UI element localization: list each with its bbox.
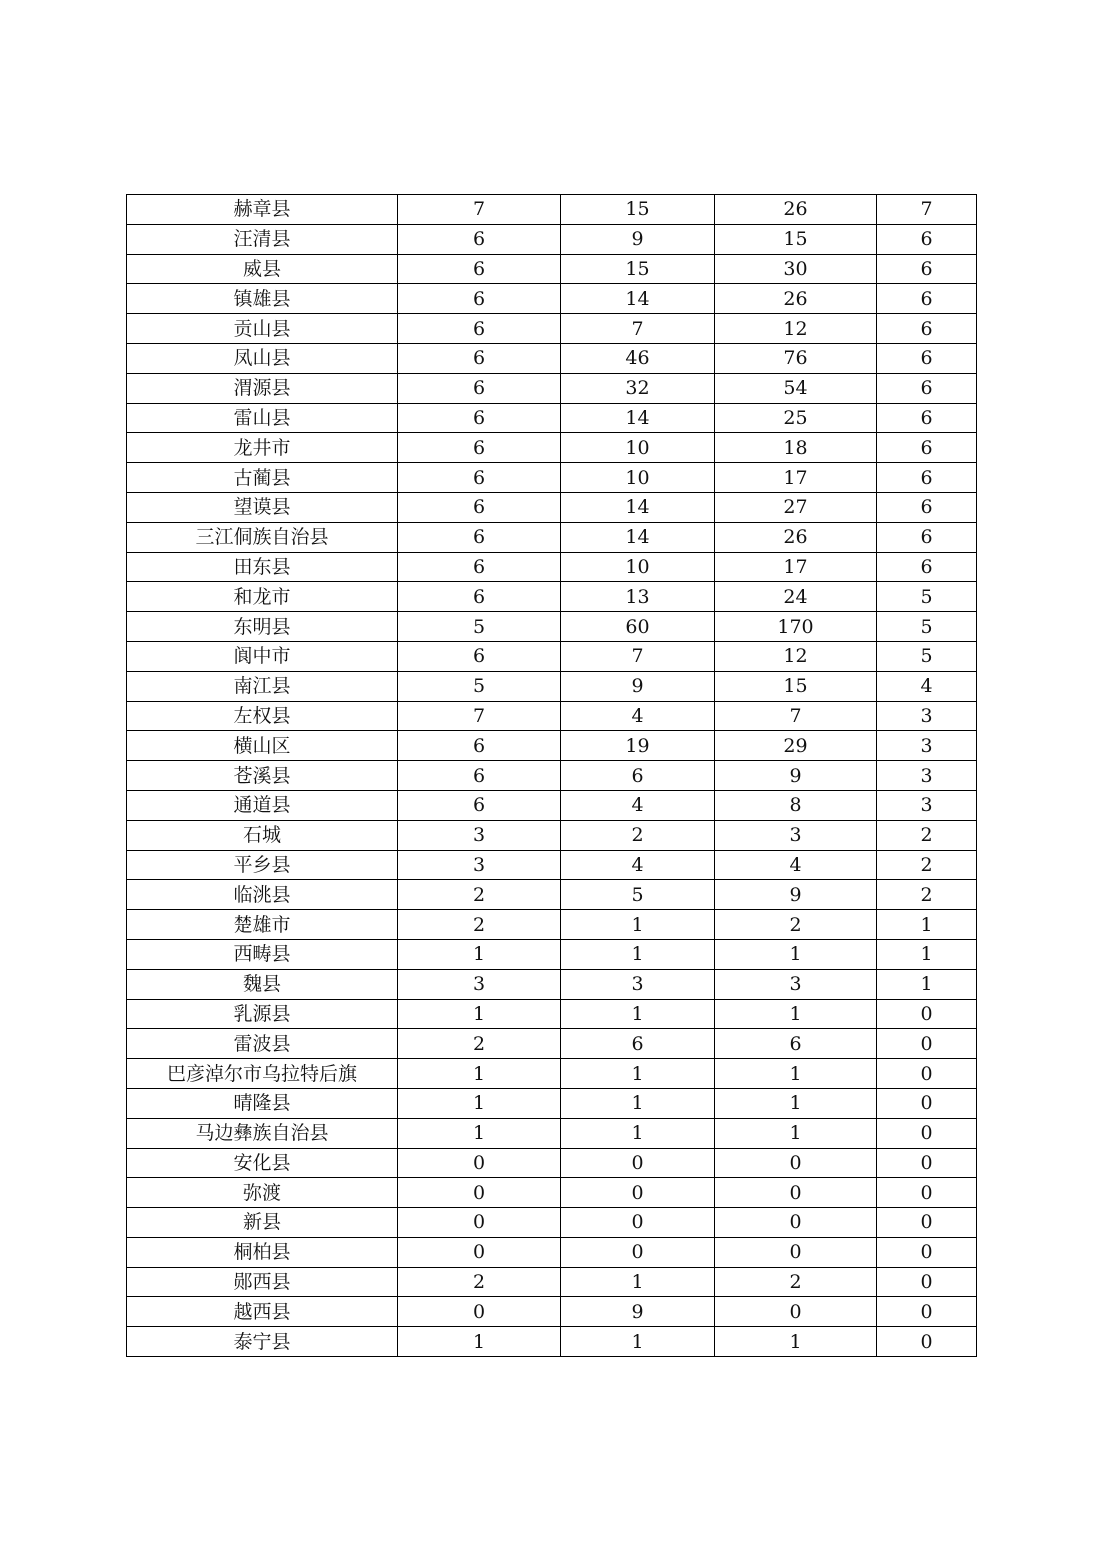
- value-cell: 0: [877, 1297, 977, 1327]
- table-row: [127, 939, 977, 969]
- value-cell: 6: [877, 403, 977, 433]
- value-cell: 15: [561, 195, 715, 225]
- value-cell: 3: [398, 969, 561, 999]
- value-cell: 3: [877, 731, 977, 761]
- value-cell: 5: [877, 612, 977, 642]
- value-cell: 2: [561, 820, 715, 850]
- value-cell: 1: [715, 1088, 877, 1118]
- value-cell: 6: [877, 224, 977, 254]
- value-cell: 6: [398, 463, 561, 493]
- value-cell: 1: [715, 1118, 877, 1148]
- table-row: [127, 969, 977, 999]
- value-cell: 4: [877, 671, 977, 701]
- value-cell: 0: [877, 1237, 977, 1267]
- value-cell: 6: [398, 641, 561, 671]
- value-cell: 3: [398, 850, 561, 880]
- county-name-cell: 望谟县: [127, 492, 398, 522]
- value-cell: 6: [398, 492, 561, 522]
- value-cell: 1: [398, 1088, 561, 1118]
- county-name-cell: 楚雄市: [127, 910, 398, 940]
- value-cell: 3: [398, 820, 561, 850]
- value-cell: 1: [877, 910, 977, 940]
- value-cell: 1: [561, 939, 715, 969]
- table-row: [127, 671, 977, 701]
- value-cell: 0: [877, 1118, 977, 1148]
- value-cell: 6: [398, 433, 561, 463]
- table-row: [127, 463, 977, 493]
- value-cell: 2: [877, 850, 977, 880]
- county-name-cell: 魏县: [127, 969, 398, 999]
- county-name-cell: 横山区: [127, 731, 398, 761]
- value-cell: 7: [877, 195, 977, 225]
- table-row: [127, 195, 977, 225]
- value-cell: 7: [398, 195, 561, 225]
- county-name-cell: 雷波县: [127, 1029, 398, 1059]
- county-name-cell: 威县: [127, 254, 398, 284]
- value-cell: 0: [877, 1208, 977, 1238]
- value-cell: 6: [398, 314, 561, 344]
- county-name-cell: 三江侗族自治县: [127, 522, 398, 552]
- value-cell: 13: [561, 582, 715, 612]
- table-row: [127, 522, 977, 552]
- table-row: [127, 880, 977, 910]
- table-row: [127, 224, 977, 254]
- value-cell: 2: [715, 1267, 877, 1297]
- table-row: [127, 1237, 977, 1267]
- value-cell: 6: [398, 731, 561, 761]
- value-cell: 30: [715, 254, 877, 284]
- value-cell: 1: [561, 1118, 715, 1148]
- value-cell: 6: [398, 284, 561, 314]
- value-cell: 4: [561, 790, 715, 820]
- value-cell: 76: [715, 343, 877, 373]
- table-row: [127, 1088, 977, 1118]
- value-cell: 0: [561, 1178, 715, 1208]
- county-name-cell: 西畴县: [127, 939, 398, 969]
- table-row: [127, 761, 977, 791]
- value-cell: 5: [398, 612, 561, 642]
- value-cell: 6: [561, 1029, 715, 1059]
- county-name-cell: 镇雄县: [127, 284, 398, 314]
- value-cell: 46: [561, 343, 715, 373]
- value-cell: 4: [715, 850, 877, 880]
- value-cell: 1: [561, 999, 715, 1029]
- value-cell: 0: [715, 1208, 877, 1238]
- value-cell: 2: [715, 910, 877, 940]
- value-cell: 1: [561, 1059, 715, 1089]
- value-cell: 7: [398, 701, 561, 731]
- value-cell: 6: [877, 433, 977, 463]
- county-name-cell: 左权县: [127, 701, 398, 731]
- county-name-cell: 南江县: [127, 671, 398, 701]
- table-row: [127, 343, 977, 373]
- value-cell: 24: [715, 582, 877, 612]
- value-cell: 10: [561, 433, 715, 463]
- value-cell: 0: [877, 1059, 977, 1089]
- value-cell: 6: [398, 582, 561, 612]
- value-cell: 6: [877, 254, 977, 284]
- value-cell: 6: [715, 1029, 877, 1059]
- county-name-cell: 桐柏县: [127, 1237, 398, 1267]
- county-name-cell: 贡山县: [127, 314, 398, 344]
- value-cell: 7: [561, 641, 715, 671]
- table-row: [127, 731, 977, 761]
- value-cell: 15: [561, 254, 715, 284]
- county-name-cell: 雷山县: [127, 403, 398, 433]
- county-name-cell: 石城: [127, 820, 398, 850]
- value-cell: 6: [877, 492, 977, 522]
- value-cell: 0: [561, 1208, 715, 1238]
- table-row: [127, 582, 977, 612]
- value-cell: 6: [398, 224, 561, 254]
- value-cell: 0: [877, 1327, 977, 1357]
- value-cell: 1: [398, 999, 561, 1029]
- county-name-cell: 郧西县: [127, 1267, 398, 1297]
- value-cell: 0: [561, 1148, 715, 1178]
- value-cell: 0: [715, 1178, 877, 1208]
- value-cell: 1: [561, 1088, 715, 1118]
- value-cell: 0: [877, 1029, 977, 1059]
- table-row: [127, 1148, 977, 1178]
- table-row: [127, 1059, 977, 1089]
- value-cell: 6: [877, 373, 977, 403]
- value-cell: 6: [398, 522, 561, 552]
- county-name-cell: 乳源县: [127, 999, 398, 1029]
- value-cell: 26: [715, 195, 877, 225]
- value-cell: 2: [398, 880, 561, 910]
- value-cell: 1: [561, 1327, 715, 1357]
- county-name-cell: 弥渡: [127, 1178, 398, 1208]
- value-cell: 9: [715, 880, 877, 910]
- county-name-cell: 赫章县: [127, 195, 398, 225]
- county-name-cell: 渭源县: [127, 373, 398, 403]
- value-cell: 9: [561, 671, 715, 701]
- table-row: [127, 314, 977, 344]
- value-cell: 6: [398, 552, 561, 582]
- county-name-cell: 汪清县: [127, 224, 398, 254]
- table-row: [127, 284, 977, 314]
- value-cell: 6: [398, 790, 561, 820]
- value-cell: 0: [398, 1148, 561, 1178]
- value-cell: 27: [715, 492, 877, 522]
- value-cell: 2: [398, 910, 561, 940]
- table-row: [127, 999, 977, 1029]
- value-cell: 3: [877, 790, 977, 820]
- value-cell: 3: [877, 701, 977, 731]
- county-name-cell: 临洮县: [127, 880, 398, 910]
- value-cell: 1: [715, 999, 877, 1029]
- county-name-cell: 新县: [127, 1208, 398, 1238]
- value-cell: 19: [561, 731, 715, 761]
- value-cell: 1: [561, 1267, 715, 1297]
- table-row: [127, 701, 977, 731]
- county-name-cell: 晴隆县: [127, 1088, 398, 1118]
- value-cell: 26: [715, 284, 877, 314]
- value-cell: 60: [561, 612, 715, 642]
- value-cell: 1: [877, 969, 977, 999]
- value-cell: 7: [715, 701, 877, 731]
- value-cell: 5: [561, 880, 715, 910]
- county-name-cell: 和龙市: [127, 582, 398, 612]
- value-cell: 5: [398, 671, 561, 701]
- value-cell: 14: [561, 492, 715, 522]
- value-cell: 170: [715, 612, 877, 642]
- value-cell: 1: [715, 939, 877, 969]
- county-name-cell: 龙井市: [127, 433, 398, 463]
- table-row: [127, 1029, 977, 1059]
- value-cell: 15: [715, 671, 877, 701]
- value-cell: 15: [715, 224, 877, 254]
- table-row: [127, 373, 977, 403]
- table-row: [127, 612, 977, 642]
- table-row: [127, 1178, 977, 1208]
- county-data-table: [126, 194, 977, 1357]
- value-cell: 10: [561, 552, 715, 582]
- value-cell: 6: [398, 254, 561, 284]
- value-cell: 10: [561, 463, 715, 493]
- table-row: [127, 1297, 977, 1327]
- value-cell: 0: [398, 1237, 561, 1267]
- value-cell: 8: [715, 790, 877, 820]
- value-cell: 14: [561, 522, 715, 552]
- value-cell: 6: [877, 463, 977, 493]
- value-cell: 0: [877, 1178, 977, 1208]
- value-cell: 6: [561, 761, 715, 791]
- value-cell: 3: [561, 969, 715, 999]
- value-cell: 12: [715, 314, 877, 344]
- value-cell: 1: [561, 910, 715, 940]
- value-cell: 0: [715, 1297, 877, 1327]
- value-cell: 0: [877, 1267, 977, 1297]
- table-row: [127, 1208, 977, 1238]
- table-row: [127, 641, 977, 671]
- table-row: [127, 850, 977, 880]
- value-cell: 6: [877, 343, 977, 373]
- value-cell: 12: [715, 641, 877, 671]
- county-name-cell: 通道县: [127, 790, 398, 820]
- table-row: [127, 910, 977, 940]
- value-cell: 6: [877, 552, 977, 582]
- table-row: [127, 820, 977, 850]
- table-row: [127, 1118, 977, 1148]
- county-name-cell: 越西县: [127, 1297, 398, 1327]
- table-row: [127, 552, 977, 582]
- value-cell: 9: [561, 1297, 715, 1327]
- county-name-cell: 田东县: [127, 552, 398, 582]
- value-cell: 18: [715, 433, 877, 463]
- value-cell: 3: [715, 820, 877, 850]
- value-cell: 1: [877, 939, 977, 969]
- county-name-cell: 马边彝族自治县: [127, 1118, 398, 1148]
- value-cell: 2: [398, 1029, 561, 1059]
- value-cell: 6: [398, 343, 561, 373]
- value-cell: 6: [398, 373, 561, 403]
- value-cell: 3: [877, 761, 977, 791]
- value-cell: 29: [715, 731, 877, 761]
- value-cell: 3: [715, 969, 877, 999]
- table-row: [127, 433, 977, 463]
- value-cell: 26: [715, 522, 877, 552]
- value-cell: 5: [877, 641, 977, 671]
- county-name-cell: 东明县: [127, 612, 398, 642]
- county-name-cell: 泰宁县: [127, 1327, 398, 1357]
- value-cell: 5: [877, 582, 977, 612]
- value-cell: 4: [561, 701, 715, 731]
- county-name-cell: 古蔺县: [127, 463, 398, 493]
- value-cell: 0: [715, 1237, 877, 1267]
- value-cell: 6: [877, 284, 977, 314]
- value-cell: 0: [877, 1148, 977, 1178]
- table-row: [127, 254, 977, 284]
- value-cell: 1: [398, 939, 561, 969]
- value-cell: 2: [877, 880, 977, 910]
- county-name-cell: 苍溪县: [127, 761, 398, 791]
- county-name-cell: 阆中市: [127, 641, 398, 671]
- value-cell: 2: [398, 1267, 561, 1297]
- value-cell: 9: [715, 761, 877, 791]
- value-cell: 6: [877, 522, 977, 552]
- value-cell: 14: [561, 403, 715, 433]
- value-cell: 1: [715, 1327, 877, 1357]
- value-cell: 2: [877, 820, 977, 850]
- value-cell: 6: [877, 314, 977, 344]
- value-cell: 17: [715, 463, 877, 493]
- value-cell: 0: [715, 1148, 877, 1178]
- county-name-cell: 平乡县: [127, 850, 398, 880]
- value-cell: 0: [877, 999, 977, 1029]
- value-cell: 0: [398, 1208, 561, 1238]
- value-cell: 0: [398, 1178, 561, 1208]
- table-row: [127, 492, 977, 522]
- table-row: [127, 1327, 977, 1357]
- value-cell: 1: [398, 1059, 561, 1089]
- value-cell: 25: [715, 403, 877, 433]
- table-row: [127, 790, 977, 820]
- value-cell: 54: [715, 373, 877, 403]
- county-name-cell: 巴彦淖尔市乌拉特后旗: [127, 1059, 398, 1089]
- value-cell: 9: [561, 224, 715, 254]
- table-row: [127, 1267, 977, 1297]
- value-cell: 0: [877, 1088, 977, 1118]
- table-body: [127, 195, 977, 1357]
- value-cell: 0: [561, 1237, 715, 1267]
- table-row: [127, 403, 977, 433]
- value-cell: 32: [561, 373, 715, 403]
- value-cell: 1: [398, 1118, 561, 1148]
- value-cell: 1: [715, 1059, 877, 1089]
- county-name-cell: 安化县: [127, 1148, 398, 1178]
- value-cell: 6: [398, 761, 561, 791]
- value-cell: 0: [398, 1297, 561, 1327]
- value-cell: 17: [715, 552, 877, 582]
- value-cell: 7: [561, 314, 715, 344]
- county-name-cell: 凤山县: [127, 343, 398, 373]
- value-cell: 1: [398, 1327, 561, 1357]
- value-cell: 4: [561, 850, 715, 880]
- value-cell: 14: [561, 284, 715, 314]
- value-cell: 6: [398, 403, 561, 433]
